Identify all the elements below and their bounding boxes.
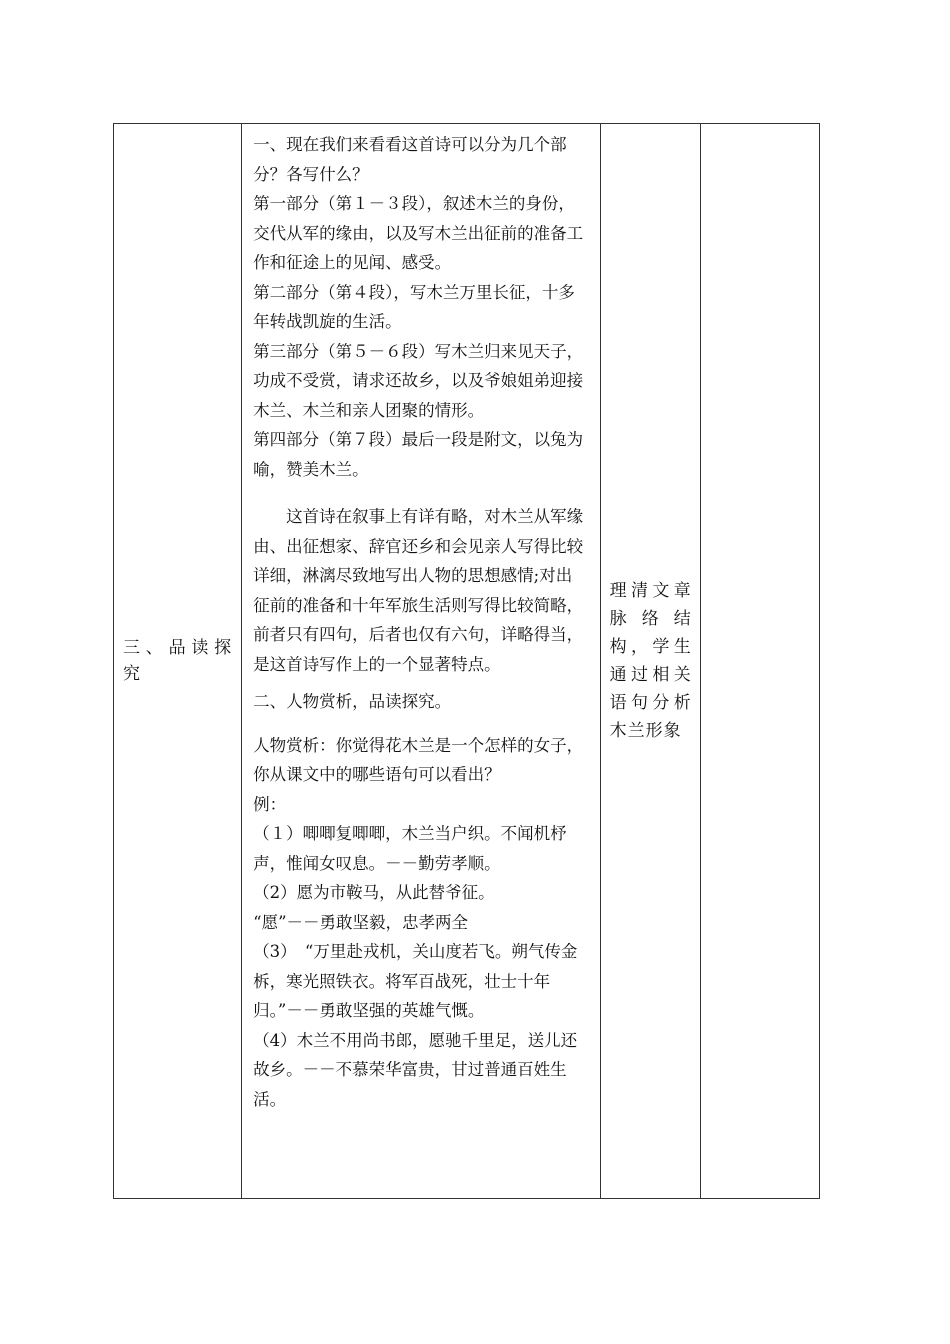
part-one-text: 第一部分（第１－３段），叙述木兰的身份，交代从军的缘由，以及写木兰出征前的准备工作和征途上的见闻、感受。 — [253, 194, 584, 272]
example-three: （3） “万里赴戎机，关山度若飞。朔气传金柝，寒光照铁衣。将军百战死，壮士十年归。”－－勇敢坚强的英雄气慨。 — [253, 942, 578, 1020]
analysis-prompt: 人物赏析：你觉得花木兰是一个怎样的女子，你从课文中的哪些语句可以看出？ — [253, 735, 584, 784]
stage-label: 三、品读探究 — [123, 638, 234, 684]
example-one: （１）唧唧复唧唧，木兰当户织。不闻机杼声，惟闻女叹息。－－勤劳孝顺。 — [253, 824, 567, 873]
purpose-cell — [600, 124, 700, 1199]
stage-cell — [114, 124, 242, 1199]
example-label: 例： — [253, 794, 287, 814]
purpose-text: 理清文章脉络结构，学生通过相关语句分析木兰形象 — [609, 581, 692, 741]
question-one-heading: 一、现在我们来看看这首诗可以分为几个部分？各写什么？ — [253, 135, 567, 184]
question-two-heading: 二、人物赏析，品读探究。 — [253, 692, 452, 711]
part-four-text: 第四部分（第７段）最后一段是附文，以兔为喻，赞美木兰。 — [253, 430, 584, 479]
example-two-analysis: “愿”－－勇敢坚毅，忠孝两全 — [253, 912, 469, 932]
example-two-quote: （2）愿为市鞍马，从此替爷征。 — [253, 883, 495, 902]
example-four: （4）木兰不用尚书郎，愿驰千里足，送儿还故乡。－－不慕荣华富贵，甘过普通百姓生活。 — [253, 1030, 578, 1109]
content-cell — [242, 124, 601, 1199]
part-two-text: 第二部分（第４段），写木兰万里长征，十多年转战凯旋的生活。 — [253, 282, 575, 331]
extra-cell — [700, 124, 819, 1199]
part-three-text: 第三部分（第５－６段）写木兰归来见天子，功成不受赏，请求还故乡，以及爷娘姐弟迎接木兰、木兰和亲人团聚的情形。 — [253, 341, 584, 420]
summary-paragraph: 这首诗在叙事上有详有略，对木兰从军缘由、出征想家、辞官还乡和会见亲人写得比较详细，淋漓尽致地写出人物的思想感情;对出征前的准备和十年军旅生活则写得比较简略，前者只有四句，后者也仅有六句，详略得当，是这首诗写作上的一个显著特点。 — [253, 507, 584, 674]
table-row — [114, 124, 820, 1199]
lesson-plan-table — [113, 123, 820, 1199]
